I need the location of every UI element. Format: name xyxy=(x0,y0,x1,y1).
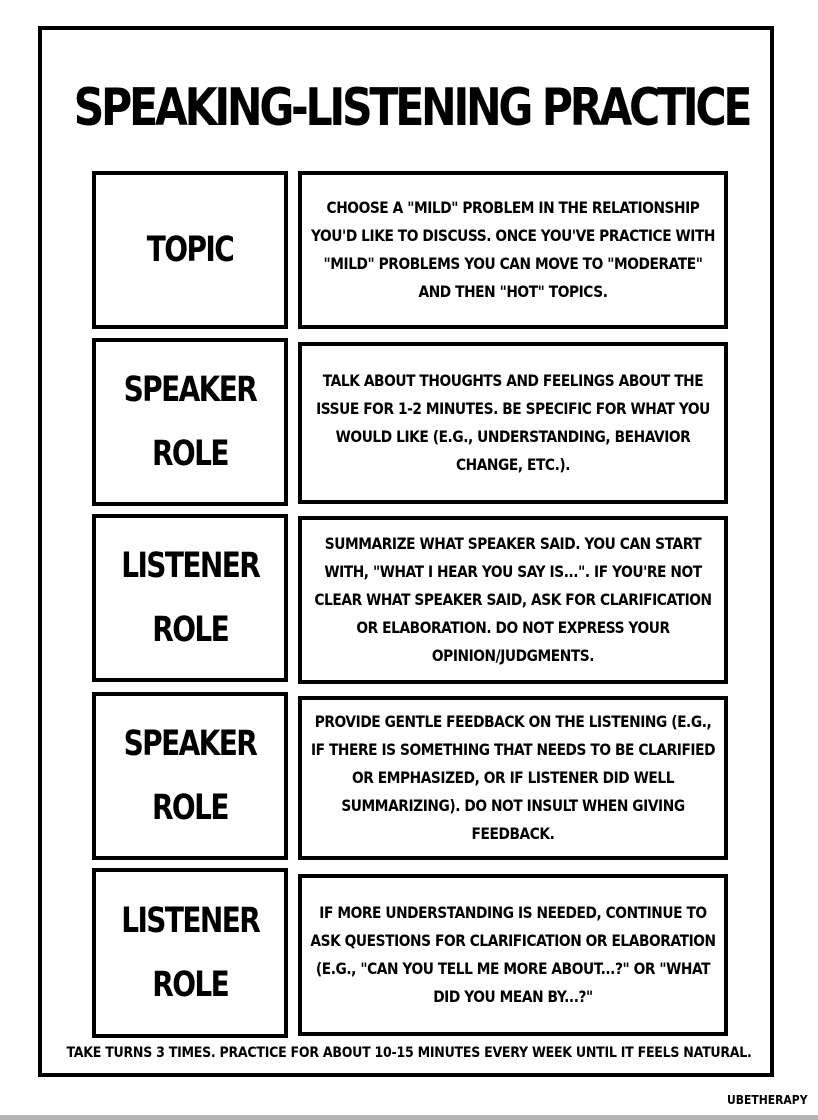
row-label: SPEAKER ROLE xyxy=(123,724,257,828)
row-description: PROVIDE GENTLE FEEDBACK ON THE LISTENING (E.G., IF THERE IS SOMETHING THAT NEEDS TO BE CLARIFIED OR EMPHASIZED, OR IF LISTENER DID WELL SUMMARIZING). DO NOT INSULT WHEN GIVING FEEDBACK. xyxy=(310,712,716,843)
bottom-divider xyxy=(0,1115,818,1120)
description-box-speaker-2 xyxy=(298,696,728,860)
row-description: CHOOSE A "MILD" PROBLEM IN THE RELATIONSHIP YOU'D LIKE TO DISCUSS. ONCE YOU'VE PRACTICE WITH "MILD" PROBLEMS YOU CAN MOVE TO "MODERATE" AND THEN "HOT" TOPICS. xyxy=(310,198,716,301)
label-box-speaker-2 xyxy=(92,692,288,860)
row-label: LISTENER ROLE xyxy=(121,546,259,650)
label-box-speaker-1 xyxy=(92,338,288,506)
footer-instructions: TAKE TURNS 3 TIMES. PRACTICE FOR ABOUT 10-15 MINUTES EVERY WEEK UNTIL IT FEELS NATURAL. xyxy=(66,1045,752,1061)
row-description: IF MORE UNDERSTANDING IS NEEDED, CONTINUE TO ASK QUESTIONS FOR CLARIFICATION OR ELABORATION (E.G., "CAN YOU TELL ME MORE ABOUT...?" OR "WHAT DID YOU MEAN BY...?" xyxy=(310,903,716,1006)
label-box-topic xyxy=(92,171,288,329)
row-label: TOPIC xyxy=(146,230,234,270)
label-box-listener-1 xyxy=(92,514,288,682)
label-box-listener-2 xyxy=(92,868,288,1038)
row-label: SPEAKER ROLE xyxy=(123,370,257,474)
description-box-listener-2 xyxy=(298,874,728,1036)
description-box-topic xyxy=(298,171,728,329)
description-box-listener-1 xyxy=(298,516,728,684)
row-label: LISTENER ROLE xyxy=(121,901,259,1005)
row-description: TALK ABOUT THOUGHTS AND FEELINGS ABOUT THE ISSUE FOR 1-2 MINUTES. BE SPECIFIC FOR WHAT YOU WOULD LIKE (E.G., UNDERSTANDING, BEHAVIOR CHANGE, ETC.). xyxy=(316,371,710,474)
brand-name: UBETHERAPY xyxy=(727,1093,808,1107)
row-description: SUMMARIZE WHAT SPEAKER SAID. YOU CAN START WITH, "WHAT I HEAR YOU SAY IS...". IF YOU'RE NOT CLEAR WHAT SPEAKER SAID, ASK FOR CLARIFICATION OR ELABORATION. DO NOT EXPRESS YOUR OPINION/JUDGMENTS. xyxy=(314,534,712,665)
description-box-speaker-1 xyxy=(298,342,728,504)
page-title: SPEAKING-LISTENING PRACTICE xyxy=(73,78,750,138)
